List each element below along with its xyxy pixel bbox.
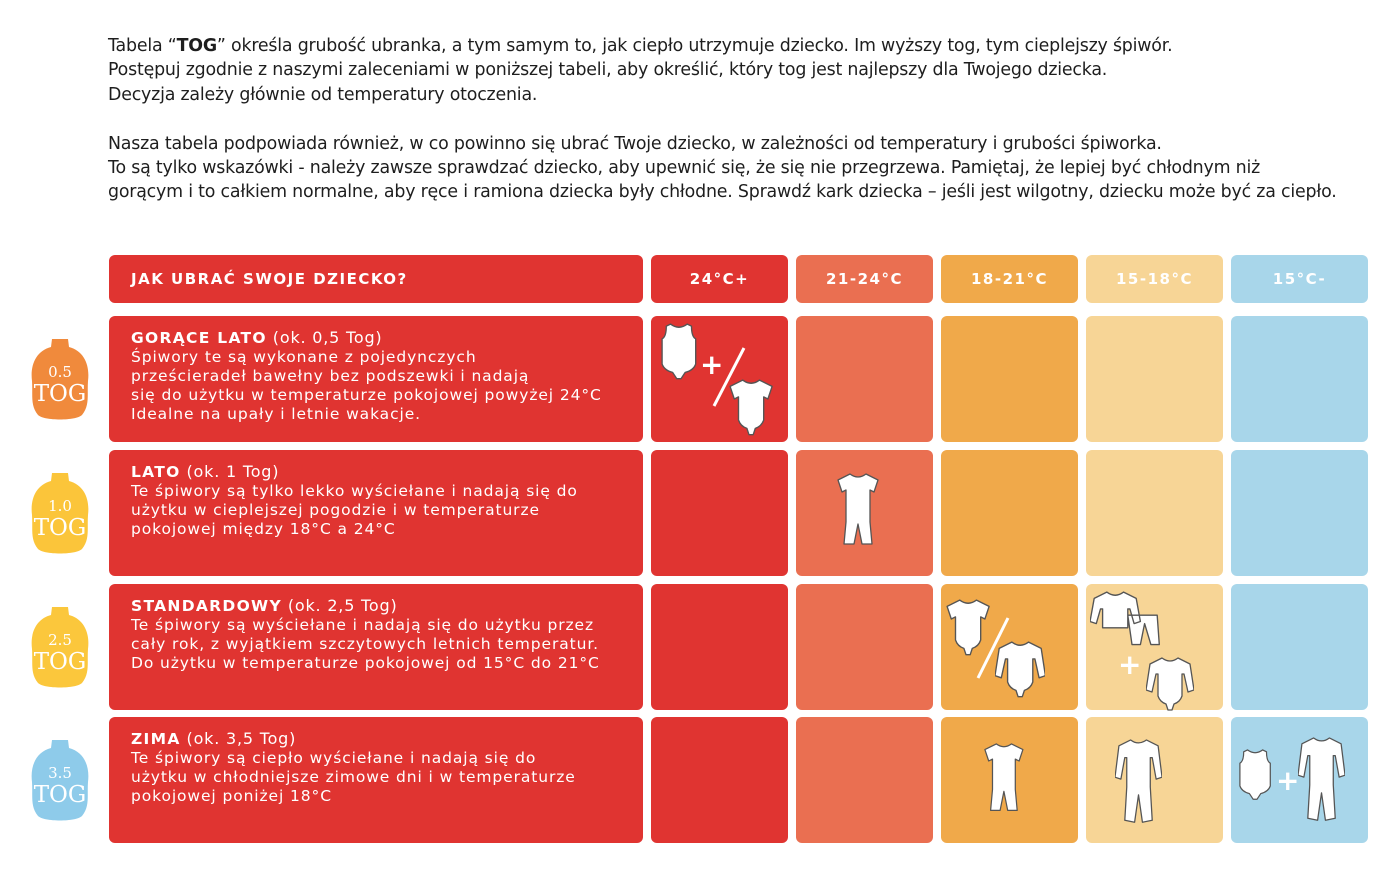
row-description-line: użytku w cieplejszej pogodzie i w temperaturze <box>131 501 540 519</box>
plus-sign: + <box>700 348 724 381</box>
badge-tog-value: 1.0 <box>48 497 72 515</box>
column-header-label: 18-21°C <box>971 270 1048 288</box>
grid-cell-r2-c0 <box>651 584 788 710</box>
column-header-label: 15°C- <box>1272 270 1327 288</box>
column-header-1 <box>796 255 933 303</box>
row-description-line: Te śpiwory są tylko lekko wyściełane i nadają się do <box>131 482 578 500</box>
footed-sleepsuit-icon <box>1298 736 1345 822</box>
intro-text <box>108 34 1398 205</box>
long-sleeve-top-and-pants-icon <box>1090 590 1161 647</box>
long-sleeve-bodysuit-icon <box>995 640 1045 699</box>
row-title: GORĄCE LATO <box>131 329 267 347</box>
row-tog: (ok. 1 Tog) <box>180 462 280 481</box>
sleeping-bag-tog-badge <box>24 738 96 822</box>
badge-tog-value: 0.5 <box>48 363 72 381</box>
column-header-label: 24°C+ <box>689 270 750 288</box>
column-header-label: 21-24°C <box>826 270 903 288</box>
row-description-line: się do użytku w temperaturze pokojowej powyżej 24°C <box>131 386 602 404</box>
badge-tog-label: TOG <box>33 515 87 541</box>
row-description-line: pokojowej poniżej 18°C <box>131 787 332 805</box>
badge-tog-label: TOG <box>33 649 87 675</box>
grid-cell-r3-c1 <box>796 717 933 843</box>
grid-cell-r0-c4 <box>1231 316 1368 442</box>
long-sleeve-bodysuit-icon <box>1146 656 1194 712</box>
row-description-line: Idealne na upały i letnie wakacje. <box>131 405 421 423</box>
row-heading <box>131 328 633 348</box>
badge-tog-value: 3.5 <box>48 764 72 782</box>
badge-tog-label: TOG <box>33 381 87 407</box>
plus-sign: + <box>1118 648 1142 681</box>
row-description-cell <box>109 450 643 576</box>
row-description-cell <box>109 316 643 442</box>
row-description-line: Te śpiwory są wyściełane i nadają się do użytku przez <box>131 616 595 634</box>
sleeveless-bodysuit-icon <box>1238 748 1272 801</box>
row-tog: (ok. 3,5 Tog) <box>180 729 297 748</box>
grid-cell-r1-c3 <box>1086 450 1223 576</box>
badge-tog-value: 2.5 <box>48 631 72 649</box>
sleeping-bag-tog-badge <box>24 605 96 689</box>
row-description-cell <box>109 584 643 710</box>
intro-line: Nasza tabela podpowiada również, w co powinno się ubrać Twoje dziecko, w zależności od temperatury i grubości śpiworka. <box>108 133 1162 154</box>
grid-cell-r0-c2 <box>941 316 1078 442</box>
grid-cell-r1-c4 <box>1231 450 1368 576</box>
sleeping-bag-tog-badge <box>24 471 96 555</box>
grid-cell-r1-c2 <box>941 450 1078 576</box>
column-header-2 <box>941 255 1078 303</box>
short-sleeve-bodysuit-icon <box>728 378 774 437</box>
grid-cell-r1-c0 <box>651 450 788 576</box>
intro-line: Decyzja zależy głównie od temperatury otoczenia. <box>108 84 538 105</box>
row-description-line: pokojowej między 18°C a 24°C <box>131 520 396 538</box>
row-title: LATO <box>131 463 181 481</box>
header-title-cell <box>109 255 643 303</box>
intro-line: Tabela “TOG” określa grubość ubranka, a tym samym to, jak ciepło utrzymuje dziecko. Im wyższy tog, tym cieplejszy śpiwór. <box>108 36 1173 56</box>
intro-line: gorącym i to całkiem normalne, aby ręce i ramiona dziecka były chłodne. Sprawdź kark dziecka – jeśli jest wilgotny, dziecku może być za ciepło. <box>108 182 1337 203</box>
tog-bold: TOG <box>176 36 217 56</box>
row-description-cell <box>109 717 643 843</box>
row-description-line: prześcieradeł bawełny bez podszewki i nadają <box>131 367 530 385</box>
row-heading <box>131 729 633 749</box>
column-header-3 <box>1086 255 1223 303</box>
row-title: ZIMA <box>131 730 181 748</box>
row-description-line: Śpiwory te są wykonane z pojedynczych <box>131 348 477 366</box>
grid-cell-r0-c3 <box>1086 316 1223 442</box>
intro-line: Postępuj zgodnie z naszymi zaleceniami w poniższej tabeli, aby określić, który tog jest najlepszy dla Twojego dziecka. <box>108 60 1108 81</box>
row-heading <box>131 462 633 482</box>
column-header-4 <box>1231 255 1368 303</box>
badge-tog-label: TOG <box>33 782 87 808</box>
row-tog: (ok. 2,5 Tog) <box>281 596 398 615</box>
row-heading <box>131 596 633 616</box>
plus-sign: + <box>1276 764 1300 797</box>
sleeping-bag-tog-badge <box>24 337 96 421</box>
row-tog: (ok. 0,5 Tog) <box>266 328 383 347</box>
short-sleeve-romper-icon <box>983 742 1025 812</box>
grid-cell-r0-c1 <box>796 316 933 442</box>
column-header-0 <box>651 255 788 303</box>
grid-cell-r2-c1 <box>796 584 933 710</box>
intro-line: To są tylko wskazówki - należy zawsze sprawdzać dziecko, aby upewnić się, że się nie przegrzewa. Pamiętaj, że lepiej być chłodnym niż <box>108 157 1261 178</box>
column-header-label: 15-18°C <box>1116 270 1193 288</box>
header-title: JAK UBRAĆ SWOJE DZIECKO? <box>131 270 408 288</box>
footed-sleepsuit-icon <box>1115 738 1162 824</box>
row-description-line: cały rok, z wyjątkiem szczytowych letnich temperatur. <box>131 635 599 653</box>
short-sleeve-romper-icon <box>836 472 880 546</box>
row-description-line: Do użytku w temperaturze pokojowej od 15°C do 21°C <box>131 654 600 672</box>
grid-cell-r3-c0 <box>651 717 788 843</box>
row-description-line: Te śpiwory są ciepło wyściełane i nadają się do <box>131 749 537 767</box>
row-title: STANDARDOWY <box>131 597 282 615</box>
sleeveless-bodysuit-icon <box>660 322 698 381</box>
grid-cell-r2-c4 <box>1231 584 1368 710</box>
row-description-line: użytku w chłodniejsze zimowe dni i w temperaturze <box>131 768 576 786</box>
